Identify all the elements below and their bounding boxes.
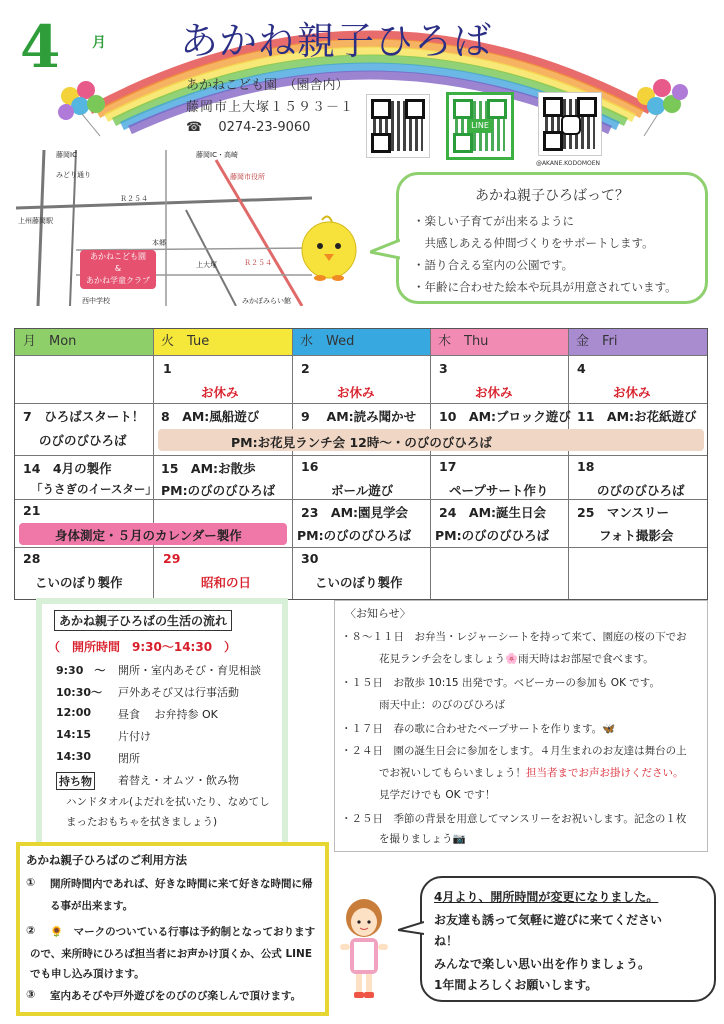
schedule-time: 14:30: [56, 750, 92, 763]
header-mon: 月 Mon: [15, 329, 153, 355]
belongings-label: 持ち物: [56, 772, 95, 790]
notice-item: ・２５日 季節の背景を用意してマンスリーをお祝いします。記念の１枚: [341, 813, 687, 825]
usage-number: ②: [26, 924, 36, 937]
schedule-activity: 片付け: [118, 730, 151, 743]
map-label: 上州藤岡駅: [18, 217, 53, 225]
map-label: みかぼみらい館: [242, 297, 291, 305]
line-qr-code[interactable]: [446, 92, 514, 160]
schedule-activity: 開所・室内あそび・育児相談: [118, 664, 261, 677]
day-event: ボール遊び: [331, 483, 394, 498]
monthly-calendar: [14, 328, 708, 600]
day-number: 21: [23, 503, 41, 518]
day-number: 16: [301, 459, 319, 474]
map-label: Ｒ２５４: [244, 259, 272, 267]
day-event: PM:のびのびひろば: [161, 483, 276, 498]
notice-box: [334, 600, 708, 852]
teacher-illustration: [336, 896, 392, 1002]
map-label: 藤岡IC: [56, 151, 77, 159]
schedule-time: 12:00: [56, 706, 92, 719]
belongings-list: 着替え・オムツ・飲み物: [118, 774, 239, 787]
schedule-activity: 閉所: [118, 752, 140, 765]
day-number: 17: [439, 459, 457, 474]
day-event: PM:のびのびひろば: [297, 528, 412, 543]
day-event: こいのぼり製作: [35, 575, 123, 590]
bubble-line: ・楽しい子育てが出来るように: [413, 214, 574, 228]
announce-line: 1年間よろしくお願いします。: [434, 978, 598, 992]
instagram-icon: [561, 115, 581, 135]
day-number: 4: [577, 361, 586, 376]
page-title: あかね親子ひろば: [180, 19, 493, 63]
schedule-time: 14:15: [56, 728, 92, 741]
usage-text: 室内あそびや戸外遊びをのびのび楽しんで頂けます。: [50, 990, 302, 1002]
usage-title: あかね親子ひろばのご利用方法: [26, 853, 187, 867]
daily-schedule: [36, 598, 288, 848]
notice-title: 〈お知らせ〉: [345, 607, 411, 620]
schedule-title: あかね親子ひろばの生活の流れ: [54, 610, 232, 631]
day-event: フォト撮影会: [599, 528, 674, 543]
notice-item: を撮りましょう📷: [379, 833, 466, 845]
schedule-activity: 昼食 お弁持参 OK: [118, 708, 218, 721]
belongings-note: ハンドタオル(よだれを拭いたり、なめてし: [66, 796, 270, 808]
day-number: 1: [163, 361, 172, 376]
band-text: 身体測定・５月のカレンダー製作: [55, 528, 242, 543]
announce-line: お友達も誘って気軽に遊びに来てください: [434, 913, 663, 927]
bubble-title: あかね親子ひろばって？: [475, 188, 629, 204]
notice-item: 花見ランチ会をしましょう🌸雨天時はお部屋で食べます。: [379, 653, 654, 665]
day-number: 29: [163, 551, 181, 566]
usage-text: る事が出来ます。: [50, 900, 134, 912]
phone-row: [186, 120, 310, 135]
day-event: 14 4月の製作: [23, 461, 112, 476]
day-event: お休み: [201, 385, 239, 400]
notice-item: ・１５日 お散歩 10:15 出発です。ベビーカーの参加も OK です。: [341, 677, 660, 689]
day-event: のびのびひろば: [597, 483, 685, 498]
day-event: ペープサート作り: [449, 483, 549, 498]
usage-number: ③: [26, 988, 36, 1001]
phone-icon: ☎: [186, 120, 203, 135]
bubble-line: ・語り合える室内の公園です。: [413, 258, 574, 272]
usage-text: 開所時間内であれば、好きな時間に来て好きな時間に帰: [50, 878, 313, 890]
month-label: 月: [92, 35, 106, 51]
notice-item: 見学だけでも OK です！: [379, 789, 496, 801]
map-label: みどり通り: [56, 171, 91, 179]
access-map: [16, 150, 312, 306]
belongings-note: まったおもちゃを拭きましょう): [66, 816, 218, 828]
day-number: 2: [301, 361, 310, 376]
map-label: 藤岡IC・高崎: [196, 151, 238, 159]
notice-item: でお祝いしてもらいましょう！担当者までお声お掛けください。: [379, 767, 684, 779]
schedule-time: 9:30 ～: [56, 664, 106, 677]
instagram-handle: @AKANE.KODOMOEN: [535, 160, 601, 167]
venue-marker: あかねこども園 & あかね学童クラブ: [80, 250, 156, 289]
day-event: 11 AM:お花紙遊び: [577, 409, 697, 424]
day-event: 24 AM:誕生日会: [439, 505, 547, 520]
bubble-tail: [370, 238, 400, 262]
web-qr-code[interactable]: [366, 94, 430, 158]
usage-number: ①: [26, 876, 36, 889]
usage-text: でも申し込み頂けます。: [30, 968, 145, 980]
month-number: 4: [20, 13, 61, 81]
announce-tail: [398, 918, 424, 938]
schedule-activity: 戸外あそび又は行事活動: [118, 686, 239, 699]
day-event: 9 AM:読み聞かせ: [301, 409, 417, 424]
day-event: 23 AM:園見学会: [301, 505, 409, 520]
usage-guide: [16, 842, 329, 1016]
day-event: 15 AM:お散歩: [161, 461, 256, 476]
map-label: 上大塚: [196, 261, 217, 269]
day-event: 「うさぎのイースター」: [31, 482, 157, 496]
usage-text: ので、来所時にひろば担当者にお声かけ頂くか、公式 LINE: [30, 948, 313, 960]
day-event: PM:のびのびひろば: [435, 528, 550, 543]
announce-line: ね！: [434, 934, 459, 948]
bubble-line: 共感しあえる仲間づくりをサポートします。: [413, 236, 654, 250]
day-event: お休み: [613, 385, 651, 400]
day-event: こいのぼり製作: [315, 575, 403, 590]
map-label: Ｒ２５４: [120, 195, 148, 203]
notice-item: 雨天中止：のびのびひろば: [379, 699, 505, 711]
announcement-box: [420, 876, 716, 1002]
notice-item: ・２４日 園の誕生日会に参加をします。４月生まれのお友達は舞台の上: [341, 745, 687, 757]
chick-mascot-icon: [298, 212, 360, 282]
header-fri: 金 Fri: [568, 329, 707, 355]
map-label: 西中学校: [82, 297, 110, 305]
bubble-line: ・年齢に合わせた絵本や玩具が用意されています。: [413, 280, 677, 294]
day-number: 28: [23, 551, 41, 566]
day-event: お休み: [337, 385, 375, 400]
band-text: PM:お花見ランチ会 12時～・のびのびひろば: [231, 435, 492, 450]
day-event: 昭和の日: [201, 575, 252, 590]
day-event: 10 AM:ブロック遊び: [439, 409, 571, 424]
phone-number[interactable]: 0274-23-9060: [218, 120, 311, 135]
day-event: お休み: [475, 385, 513, 400]
day-number: 30: [301, 551, 319, 566]
schedule-time: 10:30～: [56, 686, 103, 699]
map-label: 藤岡市役所: [230, 173, 265, 181]
about-bubble: [396, 172, 708, 304]
announce-line: 4月より、開所時間が変更になりました。: [434, 890, 659, 904]
header-thu: 木 Thu: [430, 329, 568, 355]
usage-text: 🌻 マークのついている行事は予約制となっております: [50, 926, 316, 938]
balloons-left: [58, 81, 105, 136]
venue-name: あかねこども園 （園舎内）: [186, 78, 349, 93]
day-number: 3: [439, 361, 448, 376]
line-logo-icon: LINE: [467, 119, 493, 133]
instagram-qr-code[interactable]: [538, 92, 602, 156]
address: 藤岡市上大塚１５９３－１: [186, 100, 355, 115]
notice-item: ・８～１１日 お弁当・レジャーシートを持って来て、園庭の桜の下でお: [341, 631, 687, 643]
announce-line: みんなで楽しい思い出を作りましょう。: [434, 957, 651, 971]
map-label: 本郷: [152, 239, 166, 247]
day-event: 25 マンスリー: [577, 505, 670, 520]
day-event: 7 ひろばスタート！: [23, 409, 145, 424]
header-tue: 火 Tue: [153, 329, 292, 355]
day-event: 8 AM:風船遊び: [161, 409, 260, 424]
notice-item: ・１７日 春の歌に合わせたペープサートを作ります。🦋: [341, 723, 616, 735]
day-event: のびのびひろば: [39, 433, 127, 448]
opening-hours: （ 開所時間 9:30～14:30 ）: [48, 640, 237, 654]
day-number: 18: [577, 459, 595, 474]
header-wed: 水 Wed: [292, 329, 430, 355]
